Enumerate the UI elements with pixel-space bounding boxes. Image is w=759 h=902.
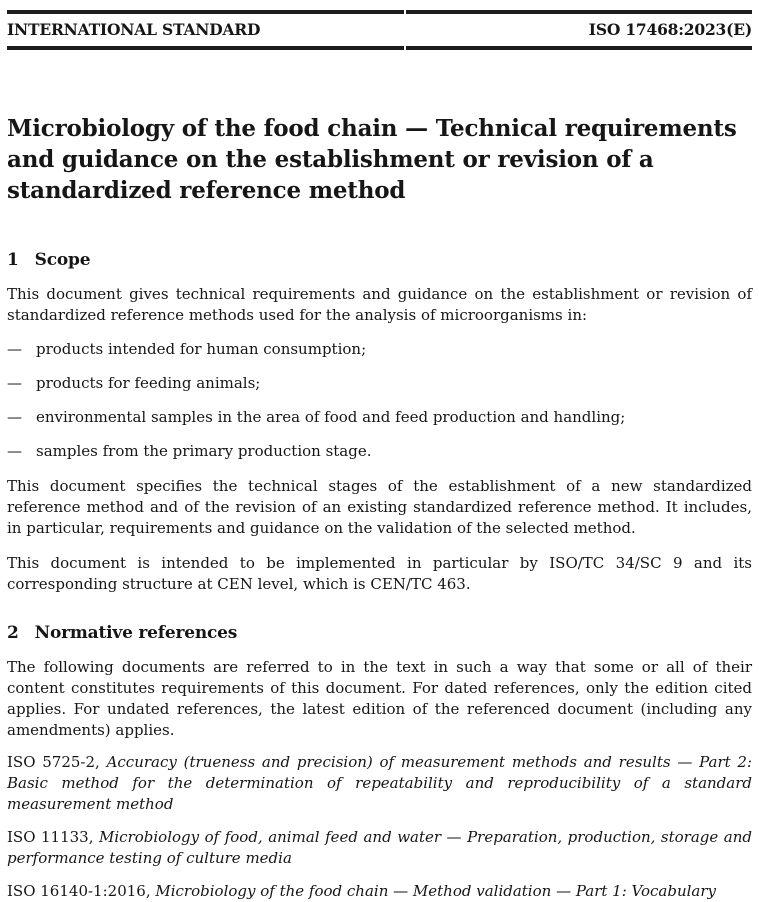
reference-entry xyxy=(7,881,752,902)
section-number: 2 xyxy=(7,623,19,643)
reference-title: Microbiology of the food chain — Method validation — Part 1: Vocabulary xyxy=(155,882,717,900)
dash-marker: — xyxy=(7,442,22,460)
scope-heading xyxy=(7,250,752,270)
page-header xyxy=(7,0,752,50)
document-type-label: INTERNATIONAL STANDARD xyxy=(7,20,261,39)
list-item-text: products intended for human consumption; xyxy=(36,340,367,358)
reference-code: ISO 16140-1:2016, xyxy=(7,882,151,900)
section-title: Normative references xyxy=(34,623,238,643)
rule-segment xyxy=(7,46,404,50)
scope-intro-paragraph: This document gives technical requirements and guidance on the establishment or revision of standardized reference methods used for the analysis of microorganisms in: xyxy=(7,285,752,324)
list-item-text: environmental samples in the area of food and feed production and handling; xyxy=(36,408,626,426)
reference-entry xyxy=(7,827,752,869)
dash-marker: — xyxy=(7,374,22,392)
dash-marker: — xyxy=(7,340,22,358)
rule-segment xyxy=(406,46,752,50)
document-number: ISO 17468:2023(E) xyxy=(588,20,752,39)
reference-title: Microbiology of food, animal feed and water — Preparation, production, storage and performance testing of culture media xyxy=(7,828,752,867)
section-scope xyxy=(7,250,752,595)
scope-paragraph: This document specifies the technical stages of the establishment of a new standardized reference method and of the revision of an existing standardized reference method. It includes, in particular, requirements and guidance on the validation of the selected method. xyxy=(7,477,752,537)
section-normative-references xyxy=(7,623,752,902)
reference-entry xyxy=(7,752,752,815)
reference-code: ISO 11133, xyxy=(7,828,94,846)
list-item xyxy=(7,441,752,462)
list-item-text: samples from the primary production stage. xyxy=(36,442,372,460)
header-rule-bottom xyxy=(7,46,752,50)
list-item xyxy=(7,407,752,428)
rule-segment xyxy=(406,10,752,14)
list-item xyxy=(7,339,752,360)
normative-references-intro: The following documents are referred to in the text in such a way that some or all of their content constitutes requirements of this document. For dated references, only the edition cited applies. For undated references, the latest edition of the referenced document (including any amendments) applies. xyxy=(7,658,752,739)
reference-title: Accuracy (trueness and precision) of measurement methods and results — Part 2: Basic method for the determination of repeatability and reproducibility of a standard measurement method xyxy=(7,753,752,813)
header-rule-top xyxy=(7,10,752,14)
reference-code: ISO 5725-2, xyxy=(7,753,100,771)
rule-segment xyxy=(7,10,404,14)
scope-paragraph: This document is intended to be implemented in particular by ISO/TC 34/SC 9 and its corresponding structure at CEN level, which is CEN/TC 463. xyxy=(7,554,752,593)
section-number: 1 xyxy=(7,250,19,270)
section-title: Scope xyxy=(34,250,91,270)
scope-dash-list xyxy=(7,339,752,462)
document-title: Microbiology of the food chain — Technical requirements and guidance on the establishment or revision of a standardized reference method xyxy=(7,115,737,204)
header-row xyxy=(7,14,752,46)
dash-marker: — xyxy=(7,408,22,426)
normative-references-heading xyxy=(7,623,752,643)
list-item-text: products for feeding animals; xyxy=(36,374,261,392)
list-item xyxy=(7,373,752,394)
